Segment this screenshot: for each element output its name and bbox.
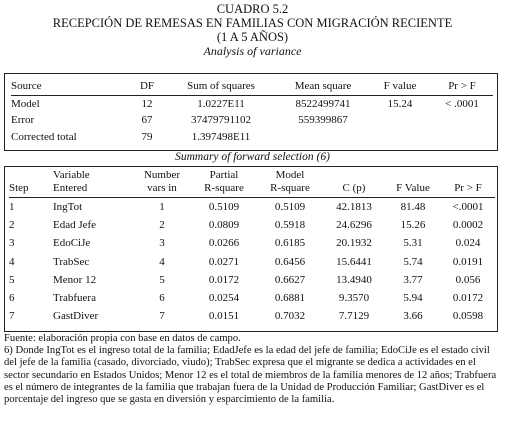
variable-cell: IngTot [53,201,83,214]
variable-cell: Menor 12 [53,273,97,286]
cp-cell: 9.3570 [338,292,370,305]
table-number: CUADRO 5.2 [216,2,289,16]
vars-in-cell: 6 [159,292,165,305]
cp-cell: 20.1932 [336,237,372,250]
anova-row [11,95,493,112]
anova-table-box [4,73,498,151]
col-header-mean-square: Mean square [277,78,369,95]
partial-r2-cell: 0.0151 [208,310,240,323]
table-row [9,307,495,325]
vars-in-cell: 4 [159,255,165,268]
cp-cell: 7.7129 [338,310,370,323]
anova-caption: Analysis of variance [203,44,302,58]
col-header-partial-line1: Partial [209,169,239,181]
forward-header-row [9,169,495,198]
col-header-f-value: F Value [385,169,441,198]
partial-r2-cell: 0.5109 [208,201,240,214]
col-header-partial-r2 [191,169,257,198]
table-subtitle: (1 A 5 AÑOS) [216,30,289,44]
model-r2-cell: 0.6456 [274,255,306,268]
source-cell: Model [11,97,40,110]
f-value-cell: 5.74 [403,255,423,268]
cp-cell: 15.6441 [336,255,372,268]
p-cell: < .0001 [445,97,479,110]
partial-r2-cell: 0.0172 [208,273,240,286]
step-cell: 7 [9,310,15,323]
anova-row [11,112,493,129]
table-row [9,198,495,217]
col-header-source: Source [11,78,129,95]
col-header-step: Step [9,169,53,198]
variable-cell: TrabSec [53,255,90,268]
ss-cell: 37479791102 [190,114,252,127]
col-header-pr-f: Pr > F [431,78,493,95]
col-header-f-value: F value [369,78,431,95]
anova-row [11,129,493,146]
cp-cell: 42.1813 [336,201,372,214]
variable-cell: EdoCiJe [53,237,91,250]
col-header-variable [53,169,133,198]
vars-in-cell: 1 [159,201,165,214]
col-header-df: DF [129,78,165,95]
footnote-text: 6) Donde IngTot es el ingreso total de la familia; EdadJefe es la edad del jefe de familia; EdoCiJe es el estado civil del jefe de la familia (casado, divorciado, viudo); TrabSec expresa que el migrante se dedica a actividades en el sector secundario en Estados Unidos; Menor 12 es el total de miembros de la familia menores de 12 años; Trabfuera es el número de integrantes de la familia que trabajan fuera de la Unidad de Producción Familiar; GastDiver es el porcentaje del ingreso que se gasta en diversión y esparcimiento de la familia. [4,345,497,406]
col-header-model-line2: R-square [270,182,310,194]
f-cell [369,112,431,129]
model-r2-cell: 0.5918 [274,219,306,232]
f-value-cell: 3.66 [403,310,423,323]
table-row [9,253,495,271]
anova-header-row [11,78,493,95]
source-note: Fuente: elaboración propia con base en datos de campo. [4,333,241,344]
table-row [9,271,495,289]
table-title-block [0,2,505,58]
pr-f-cell: 0.056 [455,273,481,286]
variable-cell: Trabfuera [53,292,96,305]
forward-selection-caption: Summary of forward selection (6) [175,151,330,163]
step-cell: 1 [9,201,15,214]
anova-table [11,78,493,145]
ms-cell [277,129,369,146]
vars-in-cell: 2 [159,219,165,232]
variable-cell: Edad Jefe [53,219,97,232]
vars-in-cell: 3 [159,237,165,250]
model-r2-cell: 0.6881 [274,292,306,305]
pr-f-cell: 0.0172 [452,292,484,305]
partial-r2-cell: 0.0271 [208,255,240,268]
col-header-model-r2 [257,169,323,198]
col-header-sum-of-squares: Sum of squares [165,78,277,95]
df-cell: 12 [141,97,153,110]
ss-cell: 1.0227E11 [197,97,245,110]
ms-cell: 8522499741 [295,97,351,110]
ms-cell: 559399867 [298,114,348,127]
forward-selection-table-box [4,166,498,332]
model-r2-cell: 0.6627 [274,273,306,286]
col-header-number-line1: Number [143,169,181,181]
f-value-cell: 5.31 [403,237,423,250]
model-r2-cell: 0.6185 [274,237,306,250]
df-cell: 79 [141,130,153,143]
ss-cell: 1.397498E11 [191,130,251,143]
col-header-variable-line2: Entered [53,182,88,194]
cp-cell: 24.6296 [336,219,372,232]
cp-cell: 13.4940 [336,273,372,286]
step-cell: 2 [9,219,15,232]
source-cell: Corrected total [11,130,77,143]
pr-f-cell: 0.024 [455,237,481,250]
partial-r2-cell: 0.0254 [208,292,240,305]
table-row [9,234,495,252]
f-value-cell: 15.26 [400,219,426,232]
col-header-model-line1: Model [275,169,305,181]
table-notes [4,333,501,406]
step-cell: 3 [9,237,15,250]
f-value-cell: 5.94 [403,292,423,305]
vars-in-cell: 5 [159,273,165,286]
step-cell: 4 [9,255,15,268]
variable-cell: GastDiver [53,310,99,323]
partial-r2-cell: 0.0809 [208,219,240,232]
f-value-cell: 81.48 [400,201,426,214]
f-value-cell: 3.77 [403,273,423,286]
col-header-pr-f: Pr > F [441,169,495,198]
step-cell: 5 [9,273,15,286]
vars-in-cell: 7 [159,310,165,323]
f-cell [369,129,431,146]
col-header-number-line2: vars in [147,182,177,194]
p-cell [431,112,493,129]
partial-r2-cell: 0.0266 [208,237,240,250]
df-cell: 67 [141,114,153,127]
table-title: RECEPCIÓN DE REMESAS EN FAMILIAS CON MIGRACIÓN RECIENTE [52,16,453,30]
col-header-partial-line2: R-square [204,182,244,194]
f-cell: 15.24 [387,97,413,110]
p-cell [431,129,493,146]
pr-f-cell: 0.0598 [452,310,484,323]
pr-f-cell: <.0001 [452,201,484,214]
col-header-cp: C (p) [323,169,385,198]
model-r2-cell: 0.7032 [274,310,306,323]
col-header-variable-line1: Variable [53,169,90,181]
pr-f-cell: 0.0191 [452,255,484,268]
pr-f-cell: 0.0002 [452,219,484,232]
model-r2-cell: 0.5109 [274,201,306,214]
step-cell: 6 [9,292,15,305]
col-header-number-vars [133,169,191,198]
source-cell: Error [11,114,35,127]
forward-selection-table [9,169,495,325]
table-row [9,289,495,307]
table-row [9,216,495,234]
